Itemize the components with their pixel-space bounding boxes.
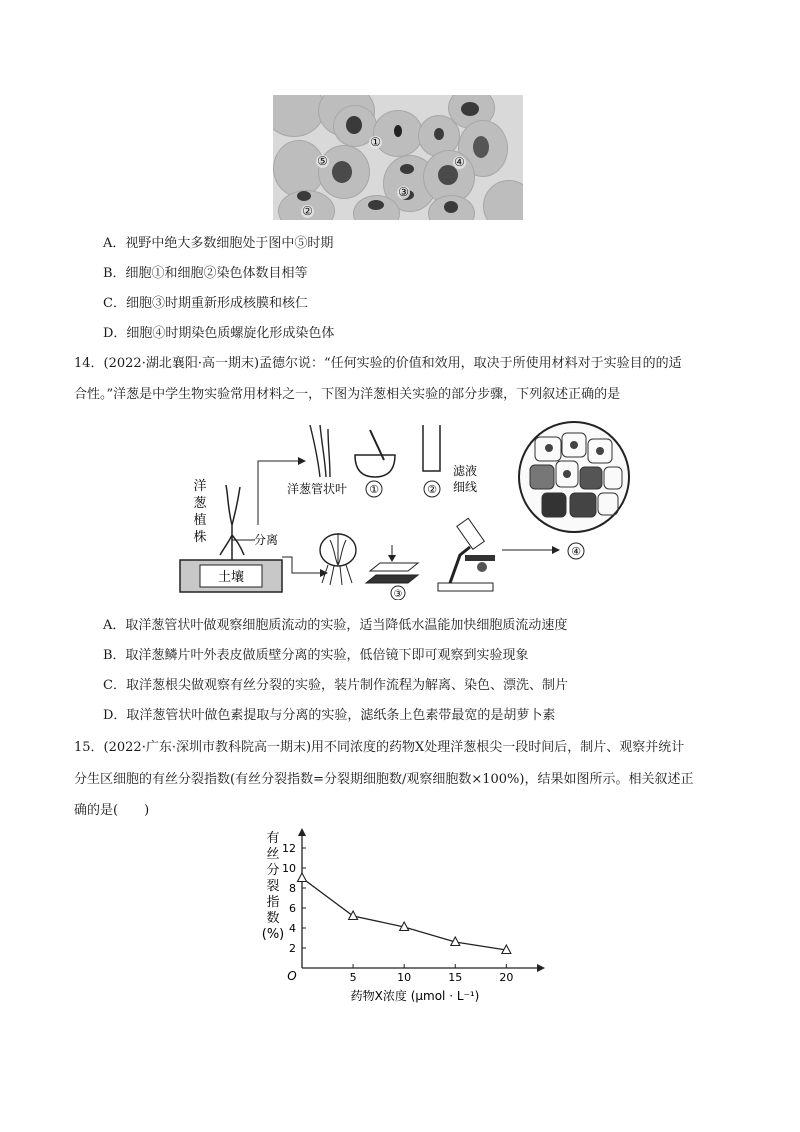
y-tick-label: 12	[282, 842, 296, 855]
onion-plant	[220, 485, 244, 560]
test-tube	[423, 425, 440, 471]
mitotic-index-chart	[255, 828, 555, 1008]
tubular-leaf	[310, 425, 330, 477]
q13-option-c: C．细胞③时期重新形成核膜和核仁	[103, 296, 308, 311]
step-1-label: ①	[369, 483, 379, 496]
q15-stem-line1: 15．(2022·广东·深圳市教科院高一期末)用不同浓度的药物X处理洋葱根尖一段时间后，制片、观察并统计	[74, 740, 685, 755]
q13-option-d: D．细胞④时期染色质螺旋化形成染色体	[103, 326, 335, 341]
y-label-char: 丝	[266, 847, 280, 862]
onion-experiment-diagram	[170, 415, 640, 600]
mitosis-micrograph	[273, 95, 523, 220]
y-label-char: 指	[266, 895, 280, 910]
cell-label-1: ①	[370, 135, 381, 149]
step-4-label: ④	[571, 545, 581, 558]
x-axis-arrow	[537, 964, 545, 972]
separate-label: 分离	[254, 533, 279, 547]
plant-label-2: 葱	[193, 496, 207, 511]
cell-label-5: ⑤	[317, 154, 328, 168]
line-label: 细线	[453, 480, 478, 494]
y-axis-label	[262, 831, 285, 942]
y-tick-label: 4	[289, 922, 296, 935]
y-tick-label: 2	[289, 942, 296, 955]
filtrate-label: 滤液	[453, 464, 478, 478]
y-label-char: 分	[266, 863, 280, 878]
x-tick-label: 10	[397, 971, 412, 984]
data-point	[349, 911, 358, 920]
q13-option-a: A．视野中绝大多数细胞处于图中⑤时期	[103, 236, 334, 251]
mortar	[355, 455, 395, 477]
y-label-char: 裂	[266, 879, 280, 894]
data-point	[298, 873, 307, 882]
microscope-field-view	[519, 422, 629, 532]
slide-bottom	[366, 575, 418, 583]
q14-option-c: C．取洋葱根尖做观察有丝分裂的实验，装片制作流程为解离、染色、漂洗、制片	[103, 678, 568, 693]
y-tick-label: 6	[289, 902, 296, 915]
slide-top	[370, 563, 418, 571]
cell-label-2: ②	[302, 204, 313, 218]
y-tick-label: 10	[282, 862, 296, 875]
plant-label-3: 植	[193, 513, 207, 528]
cell	[273, 95, 325, 137]
step-2-label: ②	[427, 483, 437, 496]
y-label-char: (%)	[261, 927, 285, 942]
q14-stem-line1: 14．(2022·湖北襄阳·高一期末)孟德尔说：“任何实验的价值和效用，取决于所使用材料对于实验目的的适	[74, 356, 682, 371]
y-tick-label: 8	[289, 882, 296, 895]
origin-label: O	[287, 969, 297, 983]
x-axis-label: 药物X浓度 (μmol · L⁻¹)	[350, 989, 480, 1003]
x-tick-label: 20	[499, 971, 514, 984]
y-label-char: 数	[266, 911, 280, 926]
q15-stem-line2: 分生区细胞的有丝分裂指数(有丝分裂指数=分裂期细胞数/观察细胞数×100%)，结果如图所示。相关叙述正	[74, 772, 694, 787]
cell	[428, 195, 475, 220]
cell	[483, 180, 523, 220]
q14-option-b: B．取洋葱鳞片叶外表皮做质壁分离的实验，低倍镜下即可观察到实验现象	[103, 648, 529, 663]
q14-option-d: D．取洋葱管状叶做色素提取与分离的实验，滤纸条上色素带最宽的是胡萝卜素	[103, 708, 556, 723]
series-line	[302, 878, 506, 950]
q14-stem-line2: 合性。”洋葱是中学生物实验常用材料之一，下图为洋葱相关实验的部分步骤，下列叙述正确的是	[74, 387, 621, 402]
plant-label-1: 洋	[193, 479, 207, 494]
step-3-label: ③	[393, 589, 403, 600]
leaf-label: 洋葱管状叶	[287, 482, 348, 496]
cell	[373, 110, 423, 157]
cell-label-4: ④	[454, 155, 465, 169]
y-axis-arrow	[298, 828, 306, 836]
q13-option-b: B．细胞①和细胞②染色体数目相等	[103, 266, 308, 281]
x-tick-label: 15	[448, 971, 463, 984]
q14-option-a: A．取洋葱管状叶做观察细胞质流动的实验，适当降低水温能加快细胞质流动速度	[103, 618, 568, 633]
microscope	[438, 518, 495, 591]
cell-label-3: ③	[398, 185, 409, 199]
x-tick-label: 5	[349, 971, 357, 984]
soil-label: 土壤	[217, 570, 245, 585]
arrow-to-bulb	[282, 557, 320, 573]
y-label-char: 有	[266, 831, 280, 846]
q15-stem-line3: 确的是( )	[74, 803, 150, 818]
plant-label-4: 株	[193, 530, 207, 545]
